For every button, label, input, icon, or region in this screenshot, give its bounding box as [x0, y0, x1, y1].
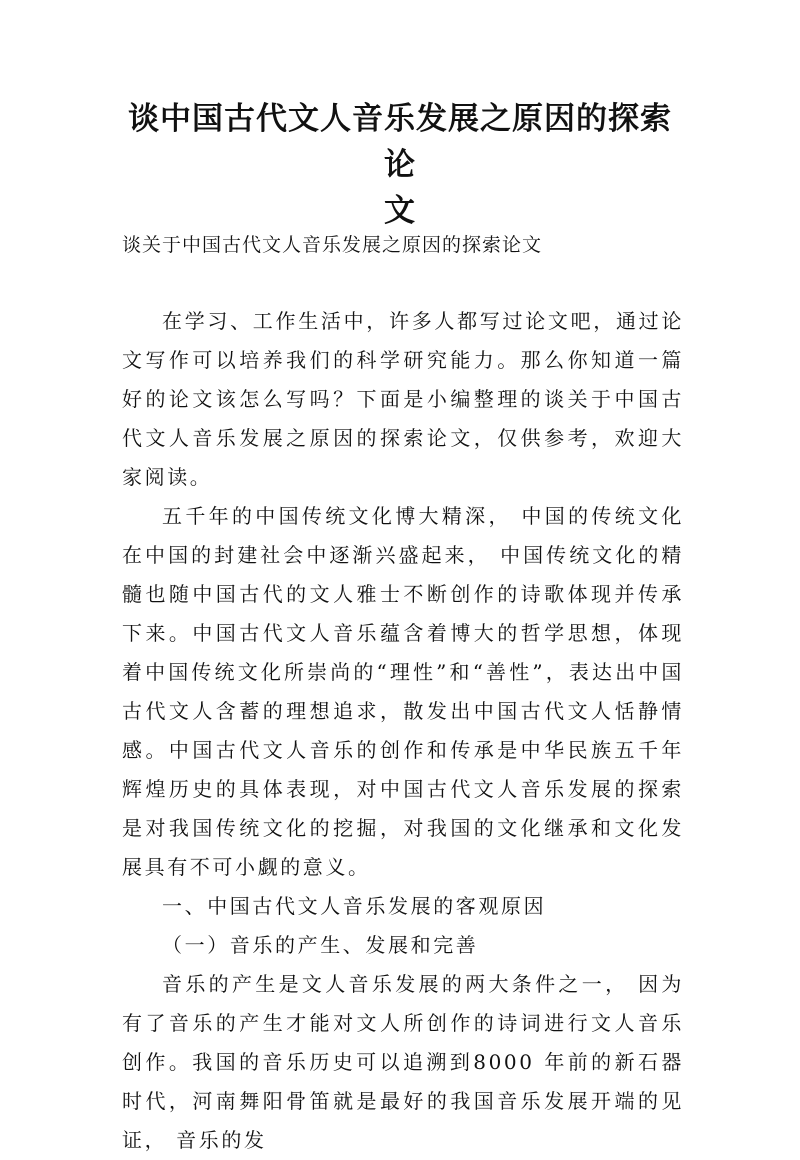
document-subtitle: 谈关于中国古代文人音乐发展之原因的探索论文	[122, 234, 543, 256]
paragraph-intro: 在学习、工作生活中，许多人都写过论文吧，通过论文写作可以培养我们的科学研究能力。那么你知道一篇好的论文该怎么写吗？下面是小编整理的谈关于中国古代文人音乐发展之原因的探索论文，仅供参考，欢迎大家阅读。	[122, 309, 684, 489]
title-line-1: 谈中国古代文人音乐发展之原因的探索论	[128, 101, 672, 183]
document-body	[122, 302, 684, 1160]
paragraph-music-origin: 音乐的产生是文人音乐发展的两大条件之一， 因为有了音乐的产生才能对文人所创作的诗词进行文人音乐创作。我国的音乐历史可以追溯到8000 年前的新石器时代，河南舞阳骨笛就是最好的我国音乐发展开端的见证， 音乐的发	[122, 972, 684, 1152]
title-line-2: 文	[384, 193, 416, 229]
section-heading-1: 一、中国古代文人音乐发展的客观原因	[162, 894, 547, 918]
paragraph-main: 五千年的中国传统文化博大精深， 中国的传统文化在中国的封建社会中逐渐兴盛起来， 中国传统文化的精髓也随中国古代的文人雅士不断创作的诗歌体现并传承下来。中国古代文人音乐蕴含着博大的哲学思想，体现着中国传统文化所崇尚的“理性”和“善性”，表达出中国古代文人含蓄的理想追求，散发出中国古代文人恬静情感。中国古代文人音乐的创作和传承是中华民族五千年辉煌历史的具体表现，对中国古代文人音乐发展的探索是对我国传统文化的挖掘，对我国的文化继承和文化发展具有不可小觑的意义。	[122, 504, 684, 879]
document-title	[120, 96, 680, 234]
subsection-heading-1: （一）音乐的产生、发展和完善	[162, 933, 479, 957]
